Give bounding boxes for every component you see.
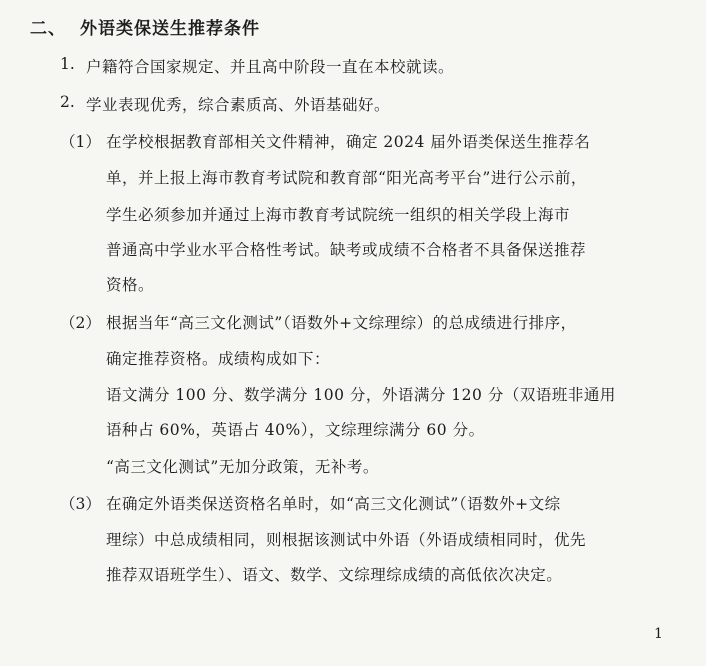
item-label: （2） xyxy=(60,314,101,332)
paragraph-line: “高三文化测试”无加分政策，无补考。 xyxy=(106,458,379,476)
paragraph-line: 学生必须参加并通过上海市教育考试院统一组织的相关学段上海市 xyxy=(106,206,571,224)
paragraph-line: 户籍符合国家规定、并且高中阶段一直在本校就读。 xyxy=(86,58,455,76)
paragraph-line: 根据当年“高三文化测试”（语数外+文综理综）的总成绩进行排序， xyxy=(106,314,577,332)
paragraph-line: 单，并上报上海市教育考试院和教育部“阳光高考平台”进行公示前， xyxy=(106,169,587,187)
item-label: （1） xyxy=(60,133,101,151)
section-number: 二、 xyxy=(30,19,66,39)
paragraph-line: 确定推荐资格。成绩构成如下： xyxy=(106,350,331,368)
paragraph-line: 语文满分 100 分、数学满分 100 分，外语满分 120 分（双语班非通用 xyxy=(106,386,616,404)
paragraph-line: 资格。 xyxy=(106,276,155,294)
section-heading xyxy=(30,14,260,39)
item-label: （3） xyxy=(60,495,101,513)
paragraph-line: 普通高中学业水平合格性考试。缺考或成绩不合格者不具备保送推荐 xyxy=(106,241,587,259)
paragraph-line: 理综）中总成绩相同，则根据该测试中外语（外语成绩相同时，优先 xyxy=(106,531,587,549)
paragraph-line: 语种占 60%，英语占 40%），文综理综满分 60 分。 xyxy=(106,421,485,439)
item-label: 2. xyxy=(60,93,75,111)
section-title: 外语类保送生推荐条件 xyxy=(80,19,260,39)
item-label: 1. xyxy=(60,55,75,73)
paragraph-line: 在学校根据教育部相关文件精神，确定 2024 届外语类保送生推荐名 xyxy=(106,133,591,151)
paragraph-line: 在确定外语类保送资格名单时，如“高三文化测试”（语数外+文综 xyxy=(106,495,561,513)
page-number: 1 xyxy=(654,626,663,642)
paragraph-line: 学业表现优秀，综合素质高、外语基础好。 xyxy=(86,96,391,114)
paragraph-line: 推荐双语班学生）、语文、数学、文综理综成绩的高低依次决定。 xyxy=(106,566,563,584)
